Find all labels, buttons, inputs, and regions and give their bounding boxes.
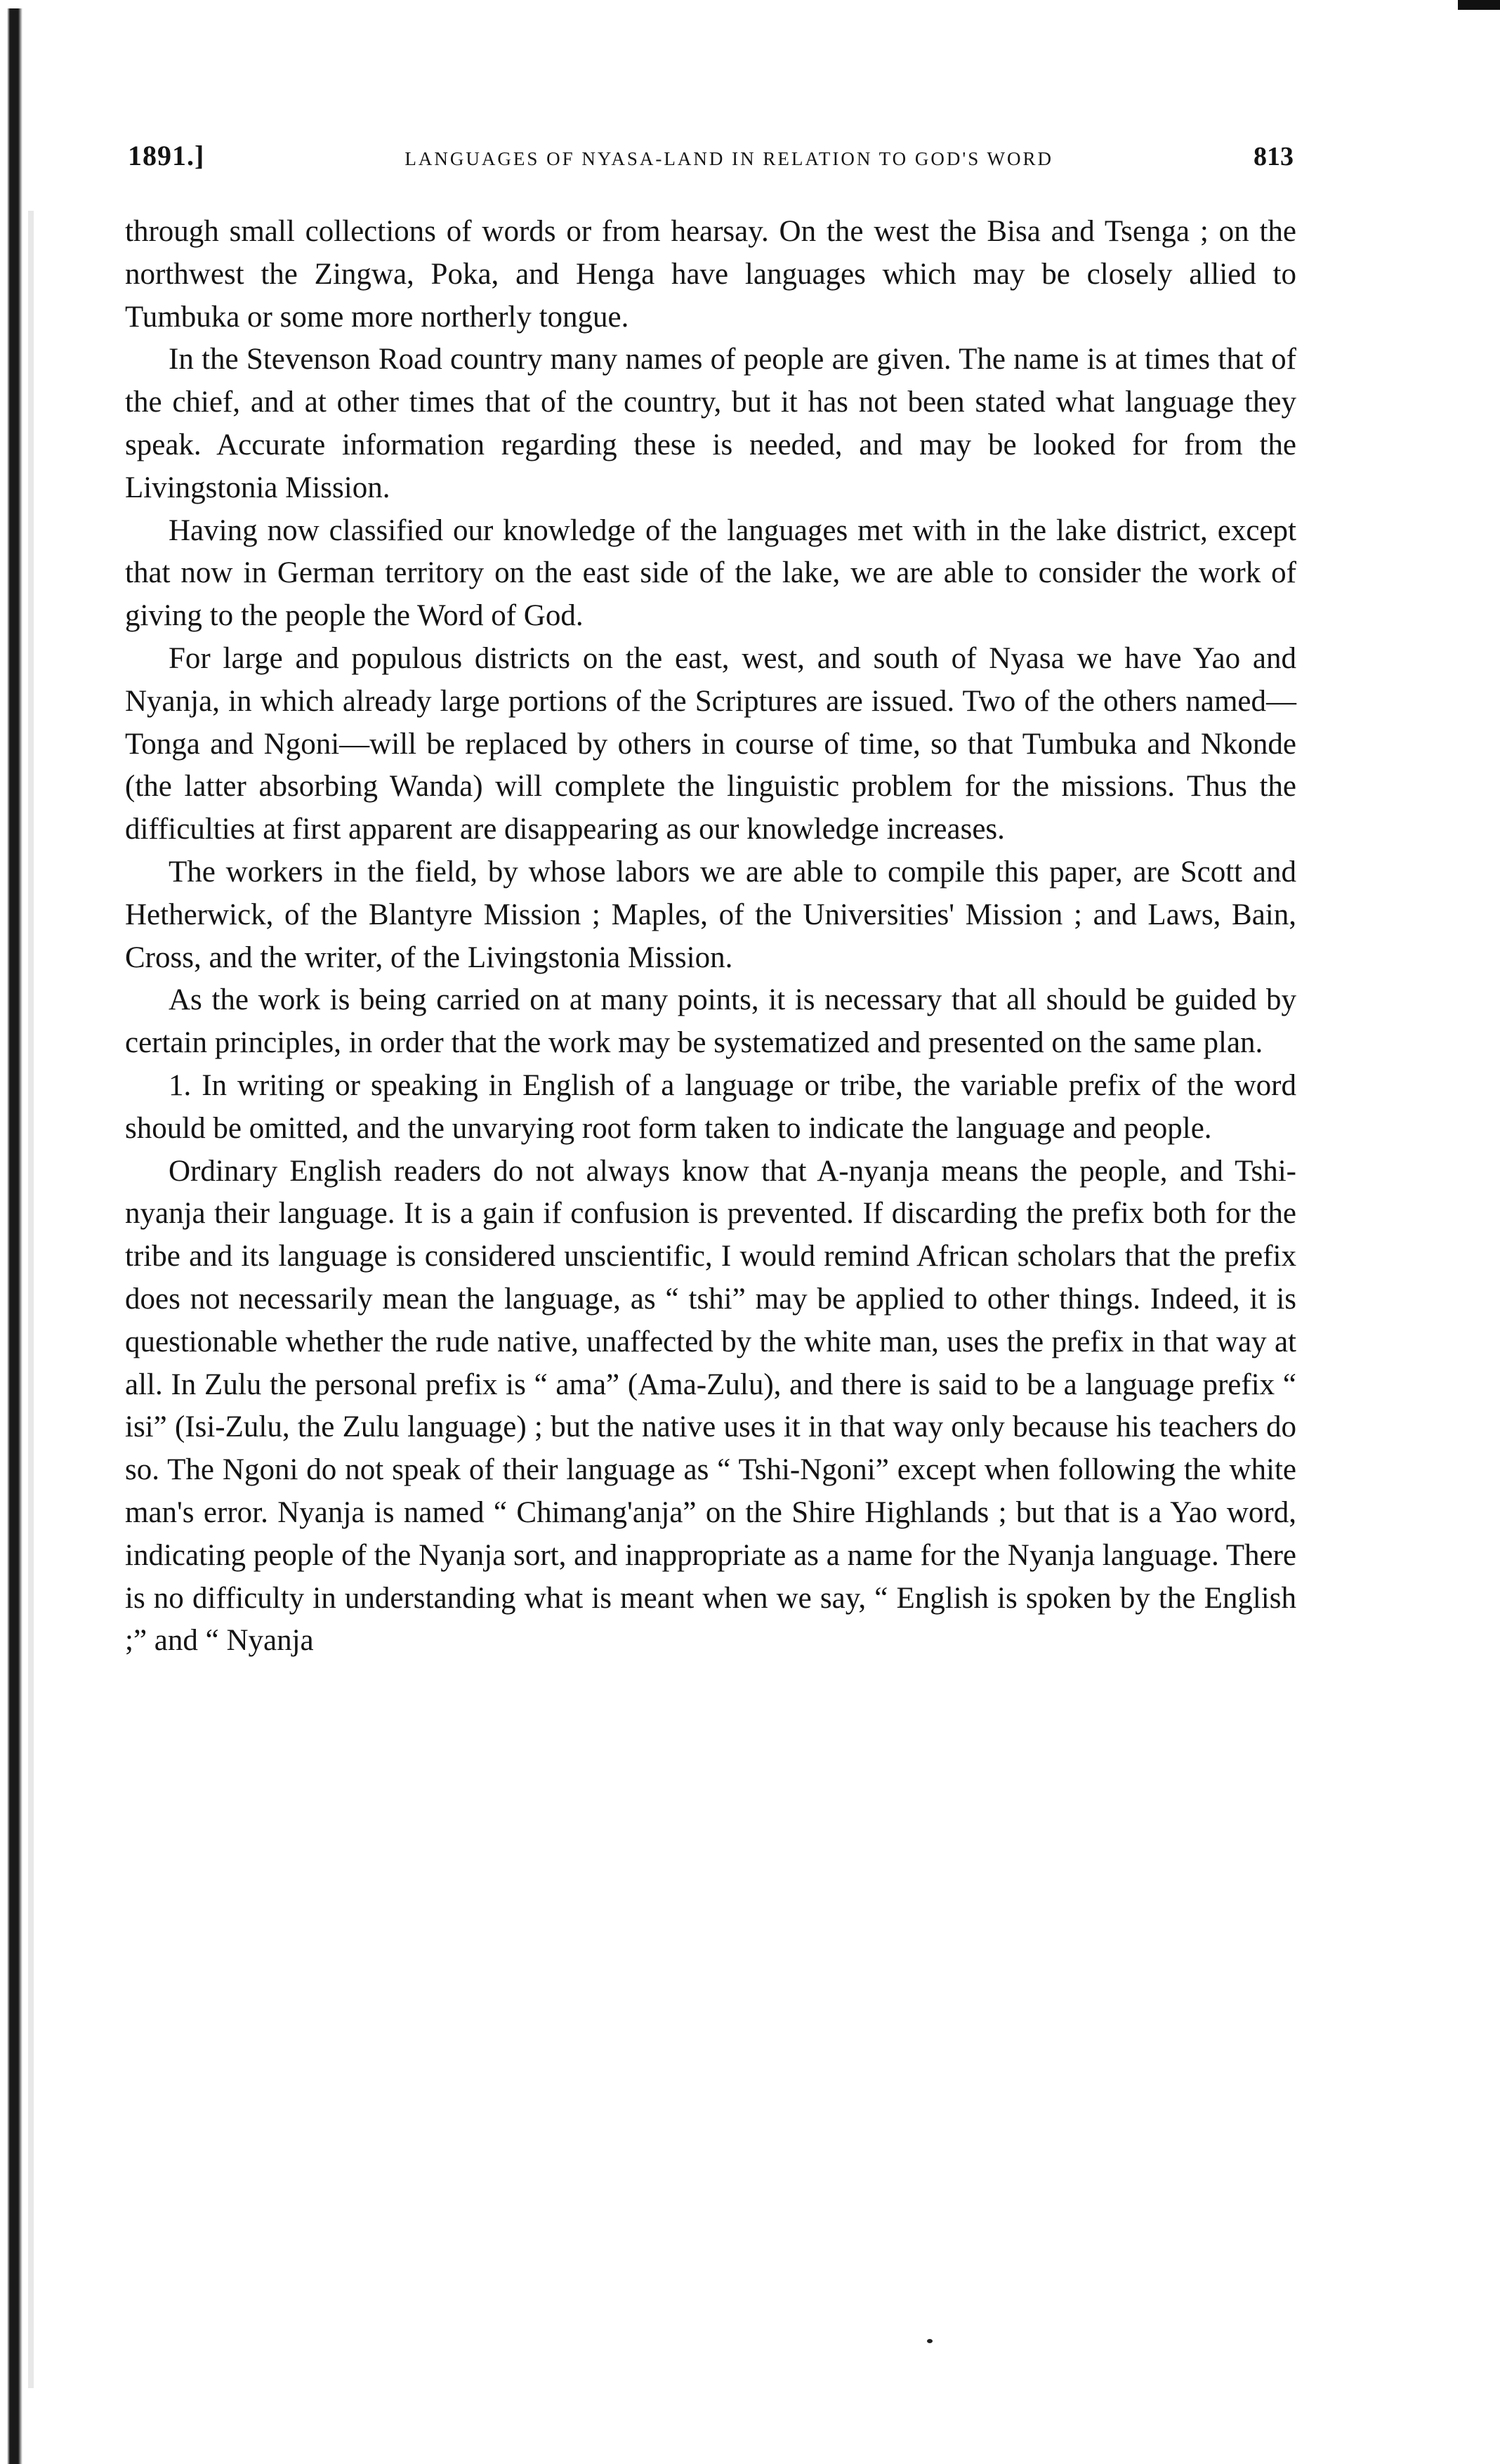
page-binding-edge — [0, 0, 27, 2464]
page-shadow — [28, 211, 34, 2388]
paragraph-stevenson-road: In the Stevenson Road country many names of people are given. The name is at times that of the chief, and at other times that of the country, but it has not been stated what language they speak. Accurate information regarding these is needed, and may be looked for from the Livingstonia Mission. — [125, 343, 1296, 504]
paragraph-continued: through small collections of words or from hearsay. On the west the Bisa and Tsenga ; on the northwest the Zingwa, Poka, and Henga have languages which may be closely allied to Tumbuka or some more northerly tongue. — [125, 215, 1296, 334]
paragraph-principle-one: 1. In writing or speaking in English of a language or tribe, the variable prefix of the word should be omitted, and the unvarying root form taken to indicate the language and people. — [125, 1068, 1296, 1145]
top-margin — [0, 0, 1500, 8]
paragraph-classified-knowledge: Having now classified our knowledge of the languages met with in the lake district, except that now in German territory on the east side of the lake, we are able to consider the work of giving to the people the Word of God. — [125, 513, 1296, 633]
paragraph-large-districts: For large and populous districts on the east, west, and south of Nyasa we have Yao and Nyanja, in which already large portions of the Scriptures are issued. Two of the others named—Tonga and Ngoni—will be replaced by others in course of time, so that Tumbuka and Nkonde (the latter absorbing Wanda) will complete the linguistic problem for the missions. Thus the difficulties at first apparent are disappearing as our knowledge increases. — [125, 641, 1296, 846]
scan-corner-mark — [1458, 0, 1500, 10]
running-head — [128, 139, 1294, 181]
paragraph-workers: The workers in the field, by whose labors we are able to compile this paper, are Scott and Hetherwick, of the Blantyre Mission ; Maples, of the Universities' Mission ; and Laws, Bain, Cross, and the writer, of the Livingstonia Mission. — [125, 855, 1296, 974]
running-head-year: 1891.] — [128, 140, 205, 171]
running-head-title: LANGUAGES OF NYASA-LAND IN RELATION TO GOD'S WORD — [404, 148, 1053, 169]
paragraph-principles: As the work is being carried on at many points, it is necessary that all should be guided by certain principles, in order that the work may be systematized and presented on the same plan. — [125, 983, 1296, 1060]
ink-speck — [927, 2339, 933, 2343]
paragraph-ordinary-readers: Ordinary English readers do not always know that A-nyanja means the people, and Tshi-nyanja their language. It is a gain if confusion is prevented. If discarding the prefix both for the tribe and its language is considered unscientific, I would remind African scholars that the prefix does not necessarily mean the language, as “ tshi” may be applied to other things. Indeed, it is questionable whether the rude native, unaffected by the white man, uses the prefix in that way at all. In Zulu the personal prefix is “ ama” (Ama-Zulu), and there is said to be a language prefix “ isi” (Isi-Zulu, the Zulu language) ; but the native uses it in that way only because his teachers do so. The Ngoni do not speak of their language as “ Tshi-Ngoni” except when following the white man's error. Nyanja is named “ Chimang'anja” on the Shire Highlands ; but that is a Yao word, indicating people of the Nyanja sort, and inappropriate as a name for the Nyanja language. There is no difficulty in understanding what is meant when we say, “ English is spoken by the English ;” and “ Nyanja — [125, 1154, 1296, 1658]
page-number: 813 — [1253, 142, 1294, 171]
body-text — [125, 211, 1296, 1663]
